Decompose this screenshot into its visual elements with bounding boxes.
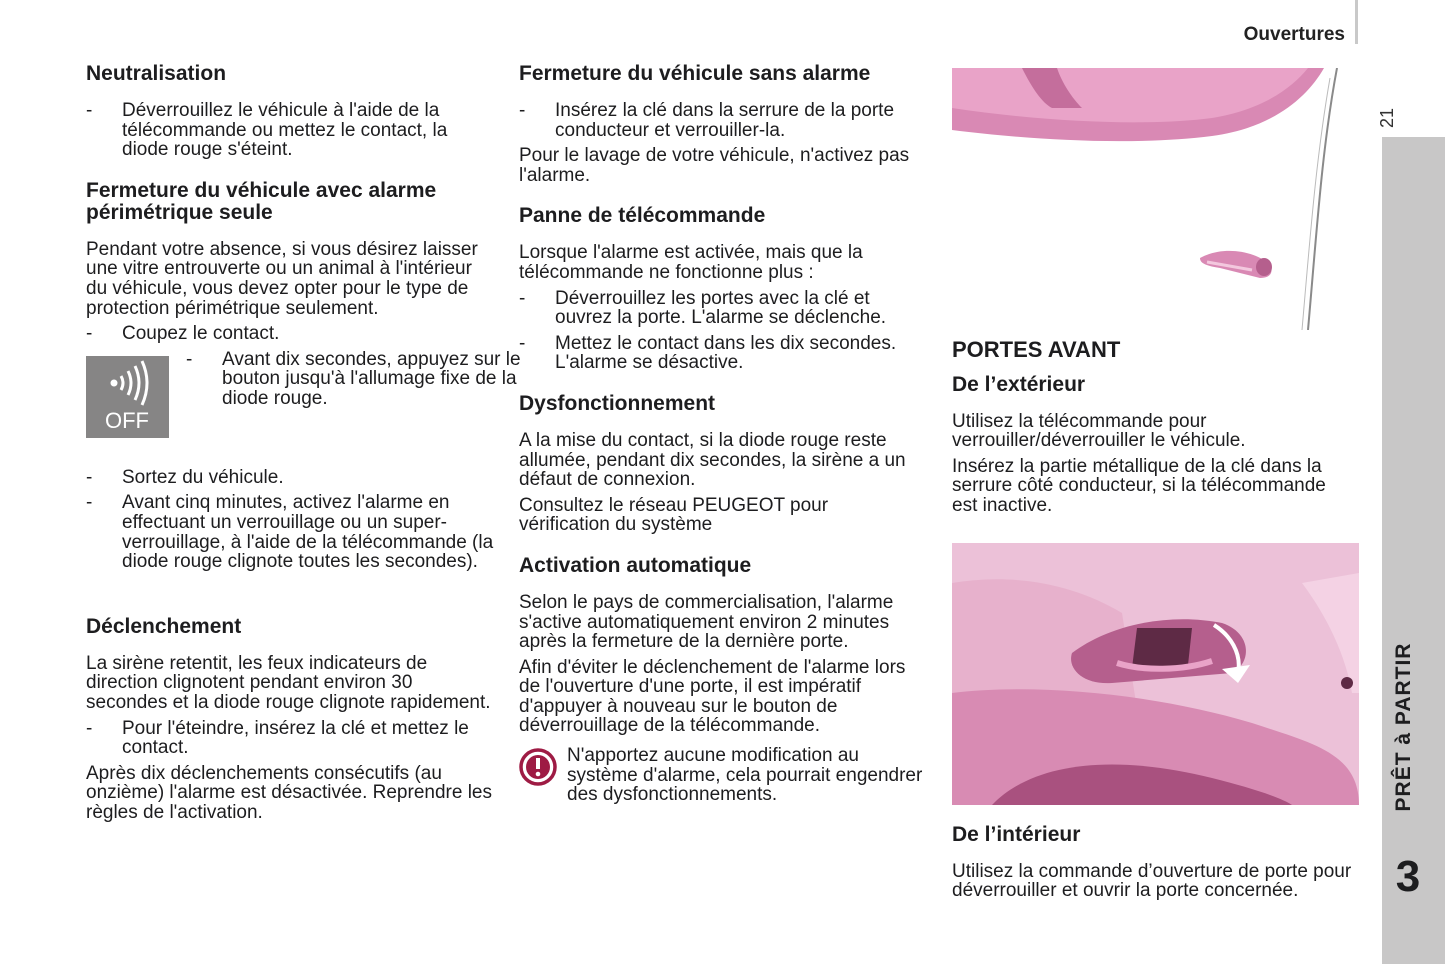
door-exterior-illustration (952, 68, 1352, 330)
chapter-number: 3 (1395, 852, 1421, 901)
alarm-off-button-icon (86, 356, 169, 438)
paragraph: Afin d'éviter le déclenchement de l'alarme lors de l'ouverture d'une porte, il est impératif d'appuyer à nouveau sur le bouton de déverrouillage de la télécommande. (519, 656, 906, 737)
heading-portes-avant: PORTES AVANT (952, 337, 1121, 362)
header-divider (1355, 0, 1358, 44)
paragraph: Insérez la partie métallique de la clé dans la serrure côté conducteur, si la télécommande est inactive. (952, 455, 1326, 516)
paragraph: Pendant votre absence, si vous désirez laisser une vitre entrouverte ou un animal à l'intérieur du véhicule, vous devez opter pour le type de protection périmétrique seulement. (86, 238, 478, 319)
paragraph: Pour le lavage de votre véhicule, n'activez pas l'alarme. (519, 145, 910, 186)
paragraph: Consultez le réseau PEUGEOT pour vérification du système (519, 494, 829, 536)
svg-text:OFF: OFF (105, 407, 149, 433)
paragraph: Après dix déclenchements consécutifs (au onzième) l'alarme est désactivée. Reprendre les règles de l'activation. (86, 762, 492, 823)
heading-panne-telecommande: Panne de télécommande (519, 204, 766, 228)
list-item: - Sortez du véhicule. (86, 466, 284, 488)
paragraph: Lorsque l'alarme est activée, mais que la télécommande ne fonctionne plus : (519, 242, 863, 283)
section-header: Ouvertures (1243, 24, 1345, 45)
paragraph: Selon le pays de commercialisation, l'alarme s'active automatiquement environ 2 minutes après la fermeture de la dernière porte. (519, 591, 894, 653)
warning-icon (519, 748, 557, 791)
heading-neutralisation: Neutralisation (86, 62, 227, 85)
heading-dysfonctionnement: Dysfonctionnement (519, 391, 716, 415)
warning-note: N'apportez aucune modification au système d'alarme, cela pourrait engendrer des dysfonctionnements. (519, 746, 924, 805)
heading-de-linterieur: De l’intérieur (952, 822, 1081, 846)
heading-fermeture-sans-alarme: Fermeture du véhicule sans alarme (519, 62, 871, 85)
chapter-tab-label: PRÊT à PARTIR (1392, 642, 1415, 812)
list-item: - Avant dix secondes, appuyez sur le bouton jusqu'à l'allumage fixe de la diode rouge. (186, 348, 521, 409)
heading-de-lexterieur: De l’extérieur (952, 372, 1086, 396)
list-item: - Pour l'éteindre, insérez la clé et mettez le contact. (86, 717, 469, 759)
column-right (952, 337, 1352, 907)
list-item: - Déverrouillez le véhicule à l'aide de la télécommande ou mettez le contact, la diode rouge s'éteint. (86, 100, 448, 161)
heading-fermeture-avec-alarme: Fermeture du véhicule avec alarme périmétrique seule (86, 178, 437, 224)
paragraph: La sirène retentit, les feux indicateurs de direction clignotent pendant environ 30 secondes et la diode rouge clignote rapidement. (86, 652, 491, 713)
page-number: 21 (1377, 107, 1397, 129)
paragraph: Utilisez la télécommande pour verrouiller/déverrouiller le véhicule. (952, 410, 1246, 452)
paragraph: Utilisez la commande d’ouverture de porte pour déverrouiller et ouvrir la porte concernée. (952, 860, 1352, 902)
heading-declenchement: Déclenchement (86, 614, 242, 638)
list-item: - Insérez la clé dans la serrure de la porte conducteur et verrouiller-la. (519, 100, 895, 141)
list-item: - Mettez le contact dans les dix secondes. L'alarme se désactive. (519, 332, 897, 374)
column-left (86, 62, 521, 828)
alarm-off-instruction (86, 348, 521, 454)
list-item: - Coupez le contact. (86, 323, 280, 345)
paragraph: A la mise du contact, si la diode rouge reste allumée, pendant dix secondes, la sirène a un défaut de connexion. (519, 429, 906, 491)
list-item: - Déverrouillez les portes avec la clé et ouvrez la porte. L'alarme se déclenche. (519, 287, 887, 329)
column-middle (519, 63, 924, 805)
heading-activation-automatique: Activation automatique (519, 553, 752, 577)
list-item: - Avant cinq minutes, activez l'alarme en effectuant un verrouillage ou un super-verrouillage, à l'aide de la télécommande (la diode rouge clignote toutes les secondes). (86, 492, 494, 573)
